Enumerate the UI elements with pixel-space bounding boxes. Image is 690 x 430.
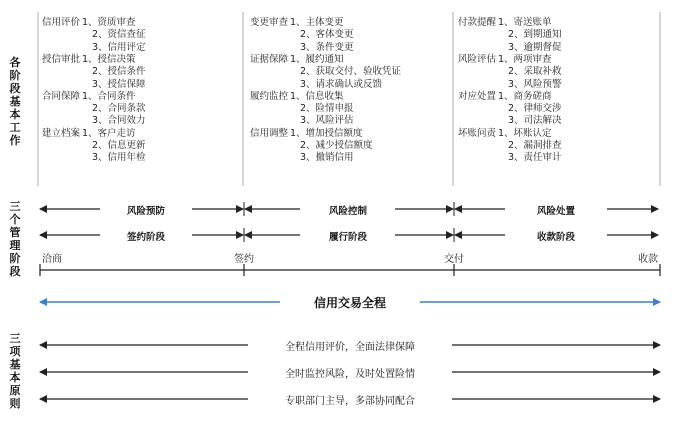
label-stage-work: 各 阶 段 基 本 工 作 — [9, 56, 21, 147]
work-item: 3、撤销信用 — [300, 152, 354, 164]
work-item: 1、合同条件 — [82, 90, 136, 102]
work-item: 1、主体变更 — [290, 17, 344, 28]
group-label: 风险评估 — [458, 53, 497, 65]
group-label: 对应处置 — [458, 90, 497, 102]
work-item: 3、请求确认或反馈 — [300, 78, 383, 90]
work-item: 2、减少授信额度 — [300, 140, 373, 151]
work-item: 3、风险预警 — [508, 78, 562, 90]
group-label: 证据保障 — [250, 53, 289, 65]
group-label: 信用调整 — [250, 127, 289, 139]
work-item: 1、两项审查 — [498, 53, 552, 65]
group-label: 付款提醒 — [458, 17, 497, 28]
work-item: 2、资信查征 — [92, 29, 146, 41]
group-label: 坏账问责 — [458, 127, 497, 139]
work-item: 1、客户走访 — [82, 127, 136, 139]
risk-label-prevention: 风险预防 — [126, 206, 166, 217]
milestone-negotiation: 洽商 — [42, 254, 62, 265]
work-item: 1、寄送账单 — [498, 17, 552, 28]
work-item: 1、商务磋商 — [498, 90, 552, 102]
work-item: 1、增加授信额度 — [290, 127, 363, 139]
group-label: 履约监控 — [250, 90, 289, 102]
work-item: 1、信息收集 — [290, 90, 344, 102]
work-item: 3、授信保障 — [92, 78, 146, 90]
work-item: 1、资质审查 — [82, 17, 136, 28]
principle-1: 全程信用评价，全面法律保障 — [285, 342, 415, 353]
work-item: 3、合同效力 — [92, 115, 146, 127]
work-item: 2、漏洞排查 — [508, 140, 562, 151]
stage-label-performance: 履行阶段 — [328, 232, 368, 243]
milestone-collection: 收款 — [638, 254, 658, 265]
work-item: 1、履约通知 — [290, 53, 344, 65]
group-label: 授信审批 — [42, 53, 81, 65]
risk-label-control: 风险控制 — [328, 206, 368, 217]
work-item: 3、责任审计 — [508, 152, 562, 164]
work-item: 3、风险评估 — [300, 115, 354, 127]
principle-2: 全时监控风险，及时处置险情 — [285, 369, 415, 380]
work-item: 3、条件变更 — [300, 41, 354, 53]
principle-3: 专职部门主导，多部协同配合 — [285, 396, 415, 407]
work-item: 2、到期通知 — [508, 29, 562, 41]
group-label: 变更审查 — [250, 17, 289, 28]
group-label: 合同保障 — [42, 90, 81, 102]
work-item: 2、获取交付、验收凭证 — [300, 66, 402, 78]
milestone-delivery: 交付 — [444, 254, 464, 265]
label-three-stages: 三 个 管 理 阶 段 — [9, 200, 21, 278]
work-item: 2、险情申报 — [300, 103, 354, 115]
work-item: 2、信息更新 — [92, 140, 146, 151]
milestone-signing: 签约 — [234, 254, 254, 265]
work-item: 2、采取补救 — [508, 66, 562, 78]
risk-label-disposal: 风险处置 — [536, 206, 576, 217]
work-item: 3、司法解决 — [508, 115, 562, 127]
label-three-principles: 三 项 基 本 原 则 — [9, 332, 21, 410]
work-item: 2、合同条款 — [92, 103, 146, 115]
work-item: 3、信用评定 — [92, 41, 146, 53]
work-item: 3、逾期督促 — [508, 41, 562, 53]
timeline — [40, 264, 660, 276]
work-item: 2、客体变更 — [300, 29, 354, 41]
work-item: 3、信用年检 — [92, 152, 146, 164]
work-item: 1、授信决策 — [82, 53, 136, 65]
work-item: 2、律师交涉 — [508, 103, 562, 115]
full-process-title: 信用交易全程 — [313, 296, 387, 310]
stage-label-signing: 签约阶段 — [126, 232, 166, 243]
group-label: 建立档案 — [42, 127, 81, 139]
work-item: 2、授信条件 — [92, 66, 146, 78]
group-label: 信用评价 — [42, 17, 81, 28]
stage-label-collection: 收款阶段 — [536, 232, 576, 243]
work-item: 1、坏账认定 — [498, 127, 552, 139]
